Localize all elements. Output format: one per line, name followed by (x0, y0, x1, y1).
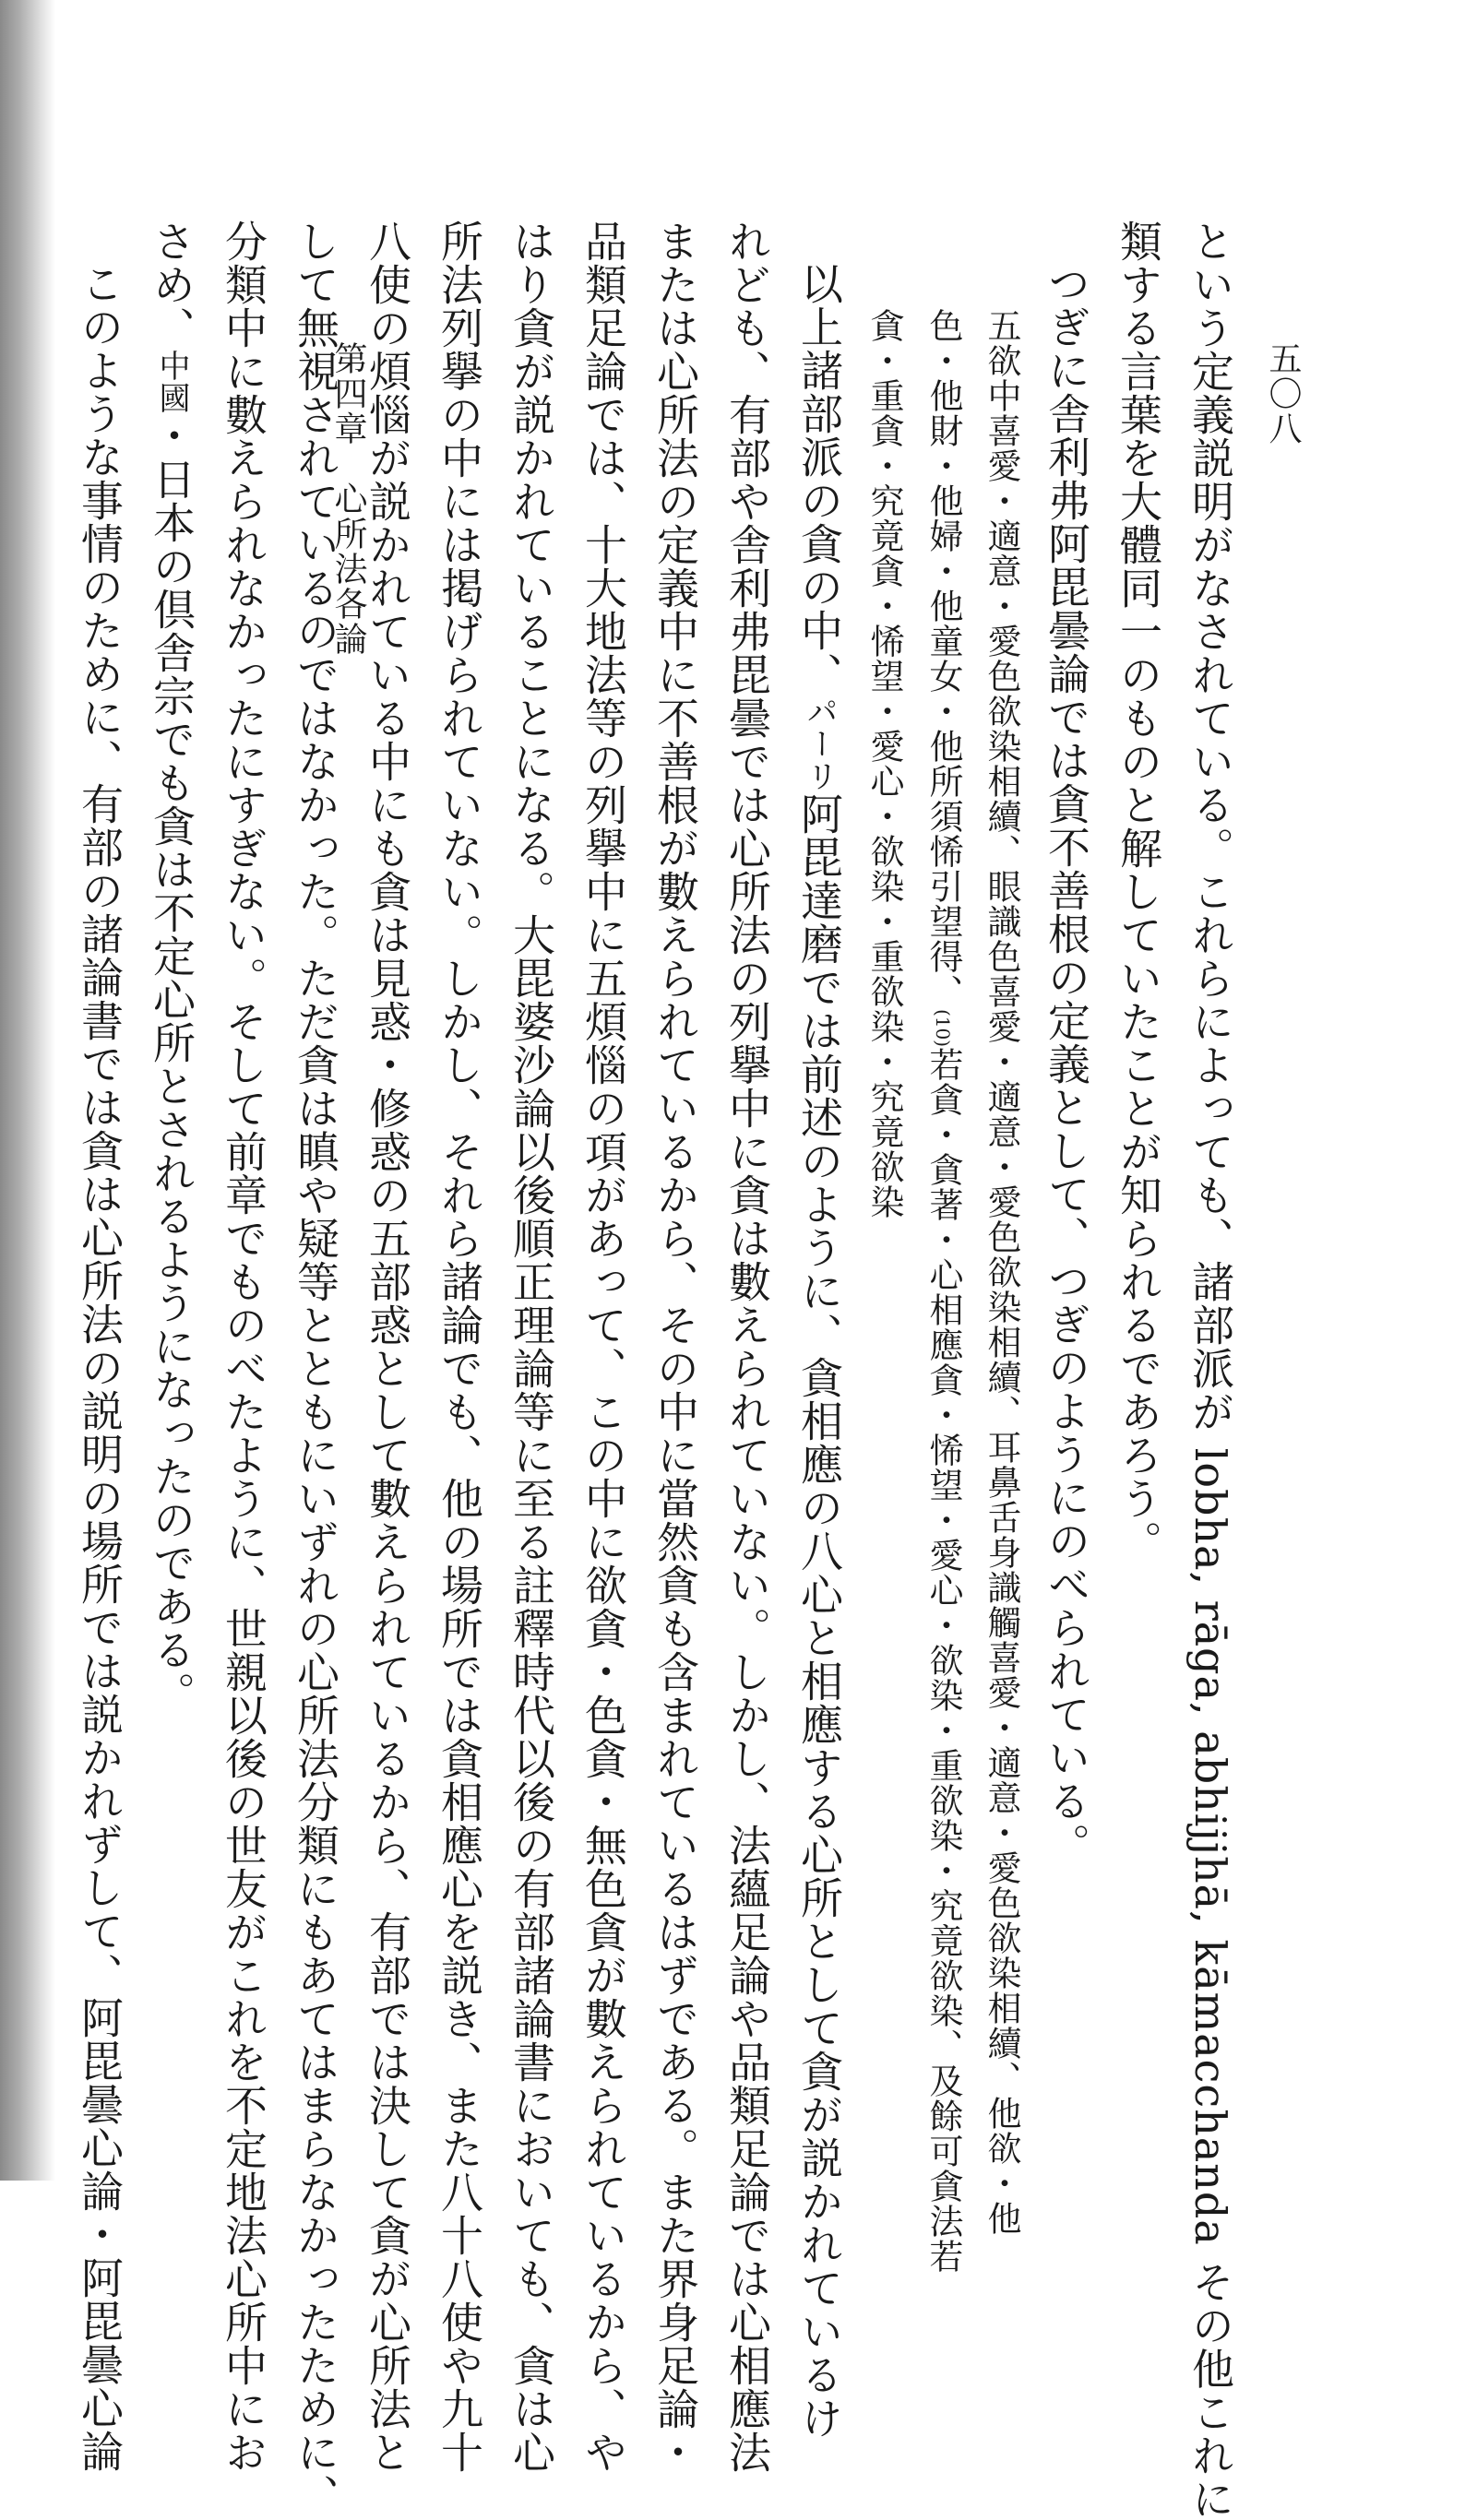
text-line: このような事情のために、有部の諸論書では貪は心所法の説明の場所では説かれずして、阿毘曇心論・阿毘曇心論 (75, 262, 125, 2473)
footnote-marker: (10) (932, 1009, 954, 1048)
quoted-text-line: 五欲中喜愛・適意・愛色欲染相續、眼識色喜愛・適意・愛色欲染相續、耳鼻舌身識觸喜愛・適意・愛色欲染相續、他欲・他 (982, 308, 1021, 2236)
text-line: 八使の煩惱が説かれている中にも貪は見惑・修惑の五部惑として數えられているから、有部では決して貪が心所法と (363, 220, 412, 2474)
text-line: 品類足論では、十大地法等の列擧中に五煩惱の項があって、この中に欲貪・色貪・無色貪が數えられているから、や (578, 220, 628, 2474)
text-line: または心所法の定義中に不善根が數えられているから、その中に當然貪も含まれているはずである。また界身足論・ (650, 220, 700, 2474)
text-line: さめ、中國・日本の倶舎宗でも貪は不定心所とされるようになったのである。 (147, 220, 197, 1715)
text-line: 分類中に數えられなかったにすぎない。そして前章でものべたように、世親以後の世友がこれを不定地法心所中にお (219, 220, 268, 2474)
text-line: 以上諸部派の貪の中、パーリ阿毘達磨では前述のように、貪相應の八心と相應する心所として貪が説かれているけ (794, 262, 844, 2440)
text-line: 所法列擧の中には掲げられていない。しかし、それら諸論でも、他の場所では貪相應心を説き、また八十八使や九十 (435, 220, 484, 2474)
text-line: れども、有部や舎利弗毘曇では心所法の列擧中に貪は數えられていない。しかし、法蘊足論や品類足論では心相應法 (722, 220, 772, 2474)
text-line: 類する言葉を大體同一のものと解していたことが知られるであろう。 (1114, 220, 1163, 1563)
scan-shadow-edge (0, 0, 55, 2181)
text-line: つぎに舎利弗阿毘曇論では貪不善根の定義として、つぎのようにのべられている。 (1042, 262, 1091, 1866)
page-number: 五〇八 (1264, 341, 1302, 446)
text-line: という定義説明がなされている。これらによっても、諸部派が lobha, rāga, abhijjhā, kāmacchanda その他これに (1185, 220, 1235, 2520)
quoted-text-line: 色・他財・他婦・他童女・他所須悕引望得、(10)若貪・貪著・心相應貪・悕望・愛心・欲染・重欲染・究竟欲染、及餘可貪法若 (923, 308, 963, 2275)
body-text (64, 220, 1246, 2520)
quoted-text-line: 貪・重貪・究竟貪・悕望・愛心・欲染・重欲染・究竟欲染 (864, 308, 904, 1219)
running-head: 第四章 心所法各論 (329, 341, 367, 657)
text-line: はり貪が説かれていることになる。大毘婆沙論以後順正理論等に至る註釋時代以後の有部諸論書においても、貪は心 (506, 220, 556, 2474)
text-line: して無視されているのではなかった。ただ貪は瞋や疑等とともにいずれの心所法分類にもあてはまらなかったために、 (291, 220, 340, 2517)
